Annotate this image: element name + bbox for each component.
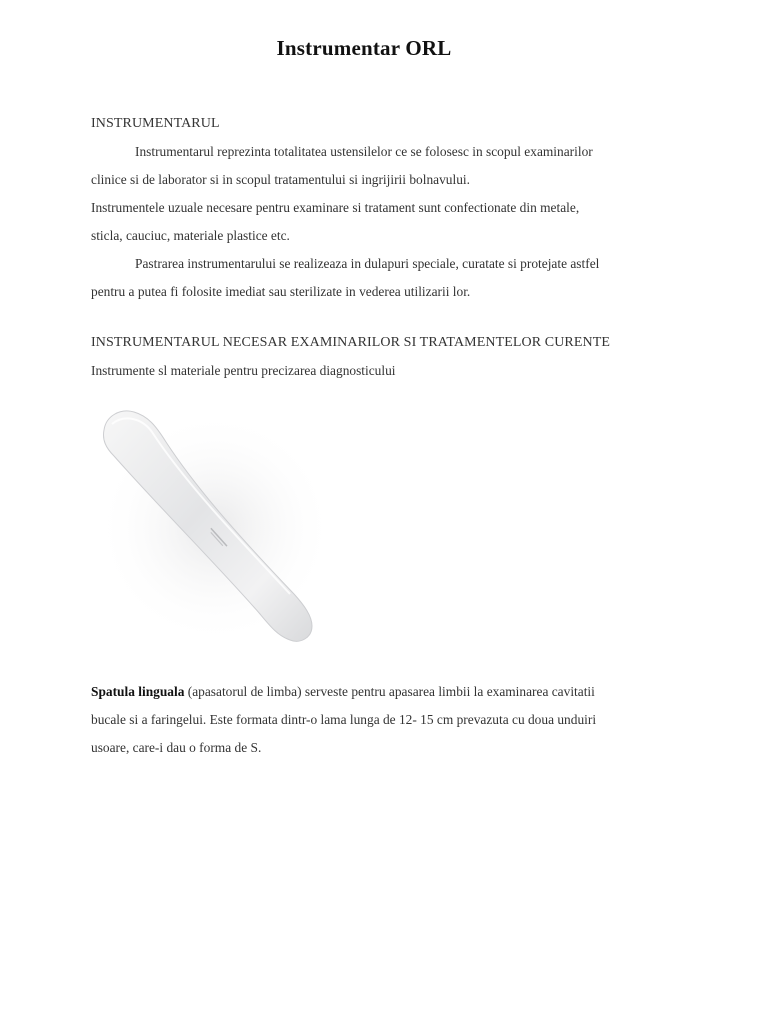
- image-caption: [91, 678, 671, 762]
- caption-line: [91, 678, 671, 706]
- section-heading-necesar: INSTRUMENTARUL NECESAR EXAMINARILOR SI TRATAMENTELOR CURENTE: [91, 335, 611, 350]
- tongue-spatula-image: [90, 398, 336, 650]
- subheading: Instrumente sl materiale pentru precizarea diagnosticului: [91, 363, 396, 378]
- spatula-illustration: [90, 398, 336, 650]
- caption-text: (apasatorul de limba) serveste pentru apasarea limbii la examinarea cavitatii: [184, 684, 595, 699]
- caption-line: usoare, care-i dau o forma de S.: [91, 740, 262, 755]
- paragraph-line: sticla, cauciuc, materiale plastice etc.: [91, 228, 290, 243]
- section-heading-instrumentarul: INSTRUMENTARUL: [91, 116, 220, 131]
- paragraph-line: Pastrarea instrumentarului se realizeaza in dulapuri speciale, curatate si protejate astfel: [135, 256, 600, 271]
- caption-line: bucale si a faringelui. Este formata dintr-o lama lunga de 12- 15 cm prevazuta cu doua unduiri: [91, 712, 597, 727]
- paragraph-line: pentru a putea fi folosite imediat sau sterilizate in vederea utilizarii lor.: [91, 284, 471, 299]
- paragraph-line: clinice si de laborator si in scopul tratamentului si ingrijirii bolnavului.: [91, 172, 470, 187]
- page-title: Instrumentar ORL: [276, 36, 452, 60]
- caption-term: Spatula linguala: [91, 684, 185, 699]
- paragraph-line: Instrumentarul reprezinta totalitatea ustensilelor ce se folosesc in scopul examinarilor: [135, 144, 593, 159]
- paragraph-line: Instrumentele uzuale necesare pentru examinare si tratament sunt confectionate din metale,: [91, 200, 580, 215]
